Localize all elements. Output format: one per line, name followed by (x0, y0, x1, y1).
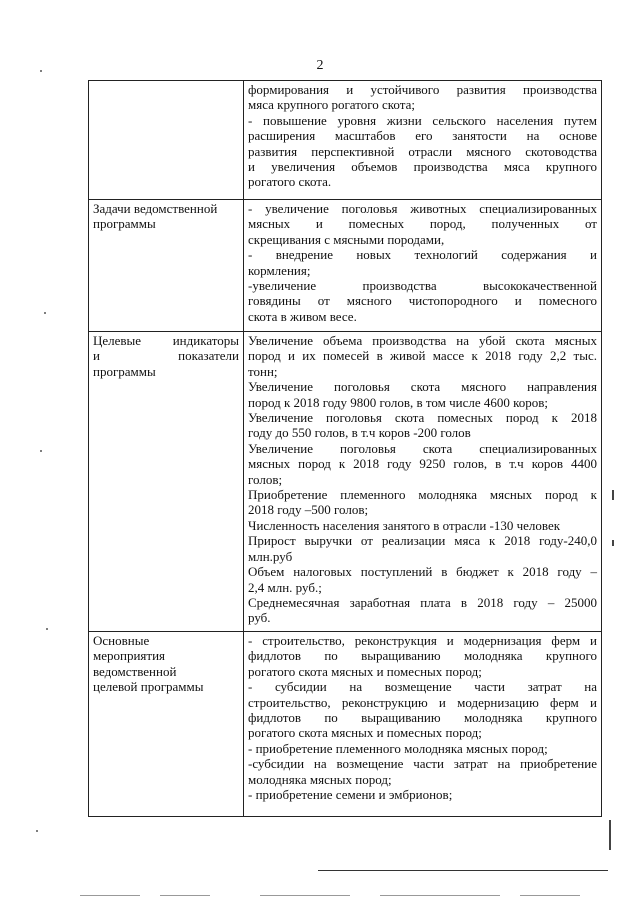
row-content-cell (244, 632, 602, 817)
content-line: - внедрение новых технологий содержания и (248, 247, 597, 263)
content-line: -субсидии на возмещение части затрат на приобретение (248, 756, 597, 772)
scan-dot (46, 628, 48, 630)
content-line: Прирост выручки от реализации мяса к 2018 году-240,0 (248, 533, 597, 549)
content-line: 2,4 млн. руб.; (248, 579, 322, 595)
row-label-cell (89, 200, 244, 332)
scan-bottom-dash (80, 895, 140, 896)
row-label-line: и показатели (93, 348, 239, 364)
table-row (89, 632, 602, 817)
content-line: Среднемесячная заработная плата в 2018 году – 25000 (248, 594, 597, 610)
row-content-cell (244, 332, 602, 632)
table-row (89, 332, 602, 632)
content-line: и увеличения объемов производства мяса крупного (248, 159, 597, 175)
row-label-line: ведомственной (93, 663, 177, 679)
table-row (89, 200, 602, 332)
row-content-cell (244, 81, 602, 200)
row-label-line: Задачи ведомственной (93, 201, 218, 216)
content-line: - приобретение семени и эмбрионов; (248, 787, 453, 803)
content-line: - увеличение поголовья животных специализированных (248, 201, 597, 216)
content-line: развития перспективной отрасли мясного скотоводства (248, 143, 597, 159)
content-line: млн.руб (248, 548, 293, 564)
footer-rule (318, 870, 608, 871)
content-line: скота в живом весе. (248, 308, 357, 324)
scan-dot (40, 450, 42, 452)
page-number: 2 (316, 58, 324, 73)
content-line: кормления; (248, 262, 311, 278)
scan-bottom-dash (260, 895, 350, 896)
content-line: строительство, реконструкцию и модернизацию ферм и (248, 694, 597, 710)
content-line: мясных и помесных пород, полученных от (248, 216, 597, 232)
row-label-cell (89, 81, 244, 200)
content-line: Численность населения занятого в отрасли -130 человек (248, 517, 561, 533)
content-line: фидлотов по выращиванию молодняка крупного (248, 648, 597, 664)
content-line: фидлотов по выращиванию молодняка крупного (248, 710, 597, 726)
program-table (88, 80, 602, 817)
content-line: рогатого скота мясных и помесных пород; (248, 663, 482, 679)
row-label-line: Целевые индикаторы (93, 333, 239, 348)
scan-bottom-dash (380, 895, 500, 896)
content-line: пород и их помесей в живой массе к 2018 году 2,2 тыс. (248, 348, 597, 364)
content-line: - повышение уровня жизни сельского населения путем (248, 112, 597, 128)
content-line: -увеличение производства высококачественной (248, 278, 597, 294)
scan-dot (40, 70, 42, 72)
content-line: Приобретение племенного молодняка мясных пород к (248, 487, 597, 503)
content-line: голов; (248, 471, 283, 487)
content-line: формирования и устойчивого развития производства (248, 82, 597, 97)
scan-edge-mark (612, 490, 614, 500)
content-line: Увеличение поголовья скота специализированных (248, 440, 597, 456)
content-line: тонн; (248, 363, 278, 379)
content-line: скрещивания с мясными породами, (248, 231, 445, 247)
content-line: рогатого скота мясных и помесных пород; (248, 725, 482, 741)
row-label-line: целевой программы (93, 679, 204, 695)
content-line: расширения масштабов его занятости на основе (248, 128, 597, 144)
content-line: Увеличение поголовья скота мясного направления (248, 379, 597, 395)
content-line: году до 550 голов, в т.ч коров -200 голов (248, 425, 471, 441)
scan-edge-mark (609, 820, 611, 850)
row-label-cell (89, 332, 244, 632)
table-row (89, 81, 602, 200)
scan-dot (36, 830, 38, 832)
content-line: рогатого скота. (248, 174, 332, 190)
row-content-cell (244, 200, 602, 332)
content-line: Объем налоговых поступлений в бюджет к 2018 году – (248, 564, 597, 580)
scan-bottom-dash (520, 895, 580, 896)
row-label-line: Основные (93, 633, 150, 648)
row-label-line: мероприятия (93, 648, 166, 664)
scan-dot (44, 312, 46, 314)
row-label-cell (89, 632, 244, 817)
content-line: Увеличение объема производства на убой скота мясных (248, 333, 597, 348)
scan-edge-mark (612, 540, 614, 546)
scan-bottom-dash (160, 895, 210, 896)
content-line: Увеличение поголовья скота помесных пород к 2018 (248, 410, 597, 426)
content-line: - субсидии на возмещение части затрат на (248, 679, 597, 695)
content-line: руб. (248, 610, 271, 626)
content-line: молодняка мясных пород; (248, 771, 392, 787)
content-line: говядины от мясного чистопородного и помесного (248, 293, 597, 309)
content-line: - строительство, реконструкция и модернизация ферм и (248, 633, 597, 648)
row-label-line: программы (93, 216, 156, 232)
content-line: 2018 году –500 голов; (248, 502, 369, 518)
content-line: пород к 2018 году 9800 голов, в том числе 4600 коров; (248, 394, 549, 410)
content-line: - приобретение племенного молодняка мясных пород; (248, 740, 548, 756)
row-label-line: программы (93, 363, 156, 379)
content-line: мяса крупного рогатого скота; (248, 97, 415, 113)
content-line: мясных пород к 2018 году 9250 голов, в т.ч коров 4400 (248, 456, 597, 472)
